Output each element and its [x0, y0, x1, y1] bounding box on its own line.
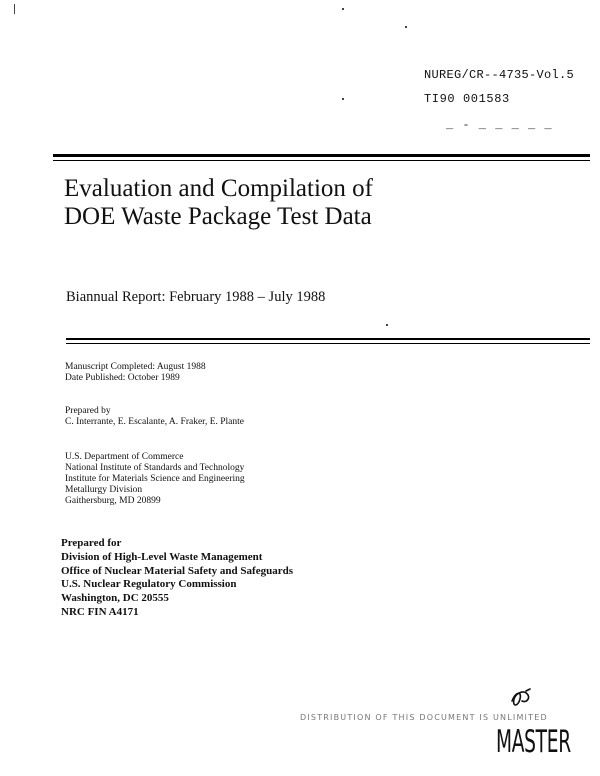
report-subtitle: Biannual Report: February 1988 – July 1988: [66, 289, 326, 305]
prepared-by-label: Prepared by: [65, 406, 111, 416]
sponsor-line: Division of High-Level Waste Management: [61, 550, 263, 563]
title-line-2: DOE Waste Package Test Data: [64, 203, 372, 230]
sponsor-line: U.S. Nuclear Regulatory Commission: [61, 578, 237, 591]
distribution-stamp: DISTRIBUTION OF THIS DOCUMENT IS UNLIMITED: [300, 713, 548, 722]
organization-block: [65, 452, 245, 507]
manuscript-completed: Manuscript Completed: August 1988: [65, 362, 206, 372]
sponsor-line: Office of Nuclear Material Safety and Safeguards: [61, 564, 293, 577]
document-title: [64, 175, 373, 231]
prepared-for-block: [61, 537, 293, 620]
scan-speck: [342, 98, 344, 100]
prepared-for-label: Prepared for: [61, 537, 122, 549]
org-line: National Institute of Standards and Technology: [65, 463, 245, 473]
middle-rule-thin: [66, 343, 590, 344]
org-line: Institute for Materials Science and Engineering: [65, 474, 245, 484]
authors: C. Interrante, E. Escalante, A. Fraker, E. Plante: [65, 417, 245, 427]
date-block: [65, 362, 206, 384]
top-rule-thick: [53, 154, 590, 157]
org-line: Metallurgy Division: [65, 485, 143, 495]
scan-speck: [386, 324, 388, 326]
report-number: NUREG/CR--4735-Vol.5: [424, 68, 575, 82]
org-line: Gaithersburg, MD 20899: [65, 496, 161, 506]
scan-speck: [405, 26, 407, 28]
sponsor-line: Washington, DC 20555: [61, 592, 169, 605]
osti-number: TI90 001583: [424, 92, 510, 106]
title-line-1: Evaluation and Compilation of: [64, 175, 373, 202]
dash-marks: _ - _ _ _ _ _: [446, 118, 553, 132]
scan-speck: [342, 8, 344, 10]
handwritten-initials: [508, 687, 536, 709]
org-line: U.S. Department of Commerce: [65, 452, 184, 462]
prepared-by-block: [65, 406, 244, 428]
master-stamp: MASTER: [496, 724, 571, 760]
middle-rule-thick: [66, 338, 590, 340]
date-published: Date Published: October 1989: [65, 373, 180, 383]
top-rule-thin: [53, 160, 590, 161]
scan-speck: [14, 4, 15, 14]
fin-number: NRC FIN A4171: [61, 605, 139, 618]
